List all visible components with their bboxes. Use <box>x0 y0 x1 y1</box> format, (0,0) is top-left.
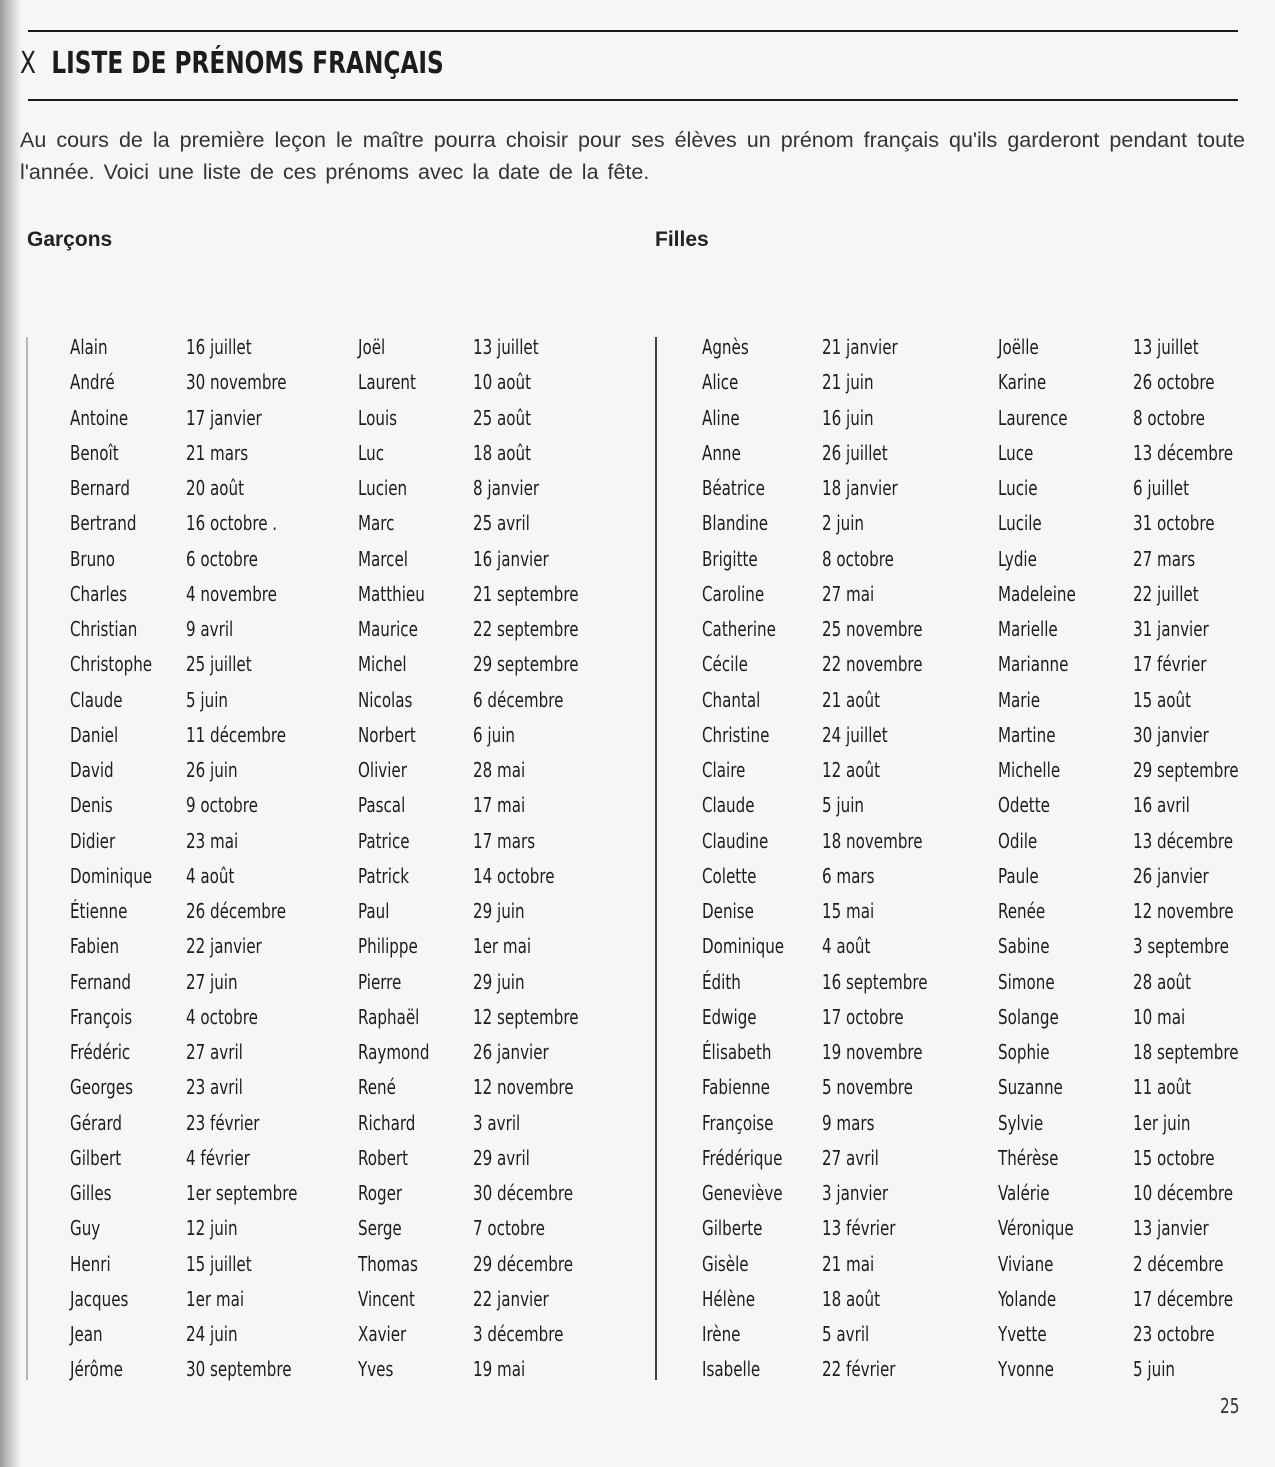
feast-date: 13 juillet <box>1133 335 1199 359</box>
feast-date: 23 octobre <box>1133 1322 1215 1346</box>
girl-name: Michelle <box>998 758 1061 782</box>
boy-name: René <box>358 1075 396 1100</box>
feast-date: 21 janvier <box>822 335 898 359</box>
boy-name: Michel <box>358 652 407 677</box>
boy-name: Bruno <box>70 546 115 571</box>
feast-date: 15 mai <box>822 899 875 923</box>
boy-name: Louis <box>358 405 398 430</box>
feast-date: 12 novembre <box>473 1075 574 1100</box>
boy-name: Vincent <box>358 1286 415 1311</box>
girl-name: Catherine <box>702 617 776 641</box>
boy-name: Georges <box>70 1075 133 1100</box>
feast-date: 4 août <box>186 863 235 888</box>
feast-date: 8 octobre <box>1133 405 1205 430</box>
feast-date: 18 novembre <box>822 828 923 853</box>
boy-name: Patrice <box>358 828 410 853</box>
feast-date: 1er mai <box>186 1286 245 1311</box>
girl-name: Joëlle <box>998 335 1039 359</box>
girl-name: Lucie <box>998 476 1038 500</box>
girl-name: Christine <box>702 722 770 747</box>
boy-name: Roger <box>358 1181 403 1205</box>
feast-date: 21 septembre <box>473 581 579 606</box>
feast-date: 3 janvier <box>822 1181 889 1205</box>
girl-name: Denise <box>702 899 754 923</box>
girl-name: Hélène <box>702 1286 756 1311</box>
girls-names-col2 <box>998 330 1091 1388</box>
girl-name: Élisabeth <box>702 1040 772 1064</box>
boy-name: André <box>70 370 115 395</box>
girl-name: Agnès <box>702 335 749 359</box>
boy-name: Patrick <box>358 863 410 888</box>
feast-date: 18 janvier <box>822 476 898 500</box>
girl-name: Édith <box>702 969 741 994</box>
feast-date: 21 août <box>822 687 881 712</box>
feast-date: 20 août <box>186 476 245 500</box>
feast-date: 16 juillet <box>186 335 252 359</box>
intro-paragraph: Au cours de la première leçon le maître pourra choisir pour ses élèves un prénom français qu'ils garderont pendant toute l'année. Voici une liste de ces prénoms avec la date de la fête. <box>20 128 1245 184</box>
boy-name: Christophe <box>70 652 153 677</box>
girl-name: Isabelle <box>702 1357 761 1382</box>
boy-name: Raphaël <box>358 1004 420 1029</box>
girl-name: Marie <box>998 687 1041 712</box>
boys-names-col1 <box>70 330 168 1388</box>
girl-name: Edwige <box>702 1004 757 1029</box>
boy-name: Richard <box>358 1110 416 1135</box>
girl-name: Karine <box>998 370 1047 395</box>
girl-name: Lydie <box>998 546 1037 571</box>
girl-name: Colette <box>702 863 757 888</box>
boy-name: Xavier <box>358 1322 407 1346</box>
feast-date: 17 mars <box>473 828 536 853</box>
feast-date: 15 octobre <box>1133 1145 1215 1170</box>
feast-date: 17 octobre <box>822 1004 904 1029</box>
girl-name: Odette <box>998 793 1050 818</box>
feast-date: 13 janvier <box>1133 1216 1209 1241</box>
boy-name: Marcel <box>358 546 408 571</box>
feast-date: 15 juillet <box>186 1251 252 1276</box>
feast-date: 30 janvier <box>1133 722 1209 747</box>
page-number: 25 <box>1220 1394 1240 1418</box>
girl-name: Suzanne <box>998 1075 1063 1100</box>
feast-date: 25 novembre <box>822 617 923 641</box>
boy-name: Frédéric <box>70 1040 131 1064</box>
feast-date: 18 août <box>822 1286 881 1311</box>
feast-date: 22 février <box>822 1357 896 1382</box>
feast-date: 27 avril <box>186 1040 243 1064</box>
feast-date: 30 septembre <box>186 1357 292 1382</box>
girl-name: Françoise <box>702 1110 774 1135</box>
boys-dates-col2 <box>473 330 599 1388</box>
column-divider <box>655 337 657 1380</box>
feast-date: 25 juillet <box>186 652 252 677</box>
boy-name: Alain <box>70 335 108 359</box>
feast-date: 25 avril <box>473 511 530 536</box>
feast-date: 6 juin <box>473 722 515 747</box>
feast-date: 16 octobre . <box>186 511 278 536</box>
girl-name: Martine <box>998 722 1056 747</box>
feast-date: 26 juillet <box>822 440 888 465</box>
feast-date: 24 juillet <box>822 722 888 747</box>
boy-name: Olivier <box>358 758 407 782</box>
boy-name: Pascal <box>358 793 406 818</box>
feast-date: 31 janvier <box>1133 617 1209 641</box>
girl-name: Lucile <box>998 511 1042 536</box>
feast-date: 28 août <box>1133 969 1192 994</box>
boy-name: Matthieu <box>358 581 425 606</box>
girl-name: Béatrice <box>702 476 765 500</box>
girls-dates-col1 <box>822 330 948 1388</box>
feast-date: 8 octobre <box>822 546 894 571</box>
girl-name: Marianne <box>998 652 1069 677</box>
feast-date: 18 août <box>473 440 532 465</box>
girl-name: Véronique <box>998 1216 1074 1241</box>
feast-date: 19 mai <box>473 1357 526 1382</box>
boy-name: Fabien <box>70 934 120 959</box>
feast-date: 6 juillet <box>1133 476 1190 500</box>
girl-name: Yvonne <box>998 1357 1054 1382</box>
boy-name: Daniel <box>70 722 119 747</box>
feast-date: 22 septembre <box>473 617 579 641</box>
girl-name: Caroline <box>702 581 765 606</box>
feast-date: 2 décembre <box>1133 1251 1224 1276</box>
page-gutter-shadow <box>0 0 22 1467</box>
section-heading <box>20 46 444 81</box>
feast-date: 23 avril <box>186 1075 243 1100</box>
boy-name: Robert <box>358 1145 409 1170</box>
girl-name: Thérèse <box>998 1145 1059 1170</box>
feast-date: 6 mars <box>822 863 875 888</box>
boy-name: Denis <box>70 793 113 818</box>
boy-name: David <box>70 758 114 782</box>
girl-name: Frédérique <box>702 1145 783 1170</box>
feast-date: 22 janvier <box>473 1286 549 1311</box>
feast-date: 12 septembre <box>473 1004 579 1029</box>
boy-name: Nicolas <box>358 687 413 712</box>
feast-date: 22 novembre <box>822 652 923 677</box>
feast-date: 5 avril <box>822 1322 870 1346</box>
feast-date: 22 janvier <box>186 934 262 959</box>
girl-name: Chantal <box>702 687 761 712</box>
section-number: X <box>20 46 36 81</box>
girl-name: Claudine <box>702 828 769 853</box>
girl-name: Irène <box>702 1322 741 1346</box>
feast-date: 4 octobre <box>186 1004 258 1029</box>
girl-name: Geneviève <box>702 1181 783 1205</box>
feast-date: 6 décembre <box>473 687 564 712</box>
girl-name: Simone <box>998 969 1055 994</box>
feast-date: 12 juin <box>186 1216 238 1241</box>
feast-date: 5 novembre <box>822 1075 913 1100</box>
feast-date: 6 octobre <box>186 546 258 571</box>
feast-date: 4 février <box>186 1145 250 1170</box>
feast-date: 30 novembre <box>186 370 287 395</box>
boy-name: Paul <box>358 899 390 923</box>
feast-date: 1er juin <box>1133 1110 1191 1135</box>
boys-names-col2 <box>358 330 443 1388</box>
feast-date: 15 août <box>1133 687 1192 712</box>
girl-name: Blandine <box>702 511 769 536</box>
feast-date: 3 décembre <box>473 1322 564 1346</box>
boy-name: Bertrand <box>70 511 137 536</box>
top-rule <box>28 30 1238 32</box>
girl-name: Cécile <box>702 652 748 677</box>
girl-name: Sophie <box>998 1040 1050 1064</box>
boy-name: Gilles <box>70 1181 112 1205</box>
girl-name: Fabienne <box>702 1075 770 1100</box>
boys-title: Garçons <box>27 228 113 251</box>
feast-date: 11 août <box>1133 1075 1192 1100</box>
feast-date: 29 septembre <box>1133 758 1239 782</box>
girl-name: Luce <box>998 440 1034 465</box>
feast-date: 26 janvier <box>1133 863 1209 888</box>
girls-names-col1 <box>702 330 800 1388</box>
feast-date: 28 mai <box>473 758 526 782</box>
feast-date: 9 mars <box>822 1110 875 1135</box>
feast-date: 1er septembre <box>186 1181 298 1205</box>
feast-date: 4 août <box>822 934 871 959</box>
girl-name: Viviane <box>998 1251 1054 1276</box>
boy-name: Gilbert <box>70 1145 122 1170</box>
section-title: LISTE DE PRÉNOMS FRANÇAIS <box>51 46 444 81</box>
feast-date: 29 décembre <box>473 1251 574 1276</box>
boy-name: Luc <box>358 440 385 465</box>
feast-date: 4 novembre <box>186 581 277 606</box>
feast-date: 13 décembre <box>1133 440 1234 465</box>
boy-name: Lucien <box>358 476 408 500</box>
girl-name: Claude <box>702 793 755 818</box>
feast-date: 25 août <box>473 405 532 430</box>
girl-name: Laurence <box>998 405 1068 430</box>
boy-name: Bernard <box>70 476 130 500</box>
girl-name: Yvette <box>998 1322 1047 1346</box>
feast-date: 13 février <box>822 1216 896 1241</box>
girl-name: Marielle <box>998 617 1058 641</box>
boy-name: Norbert <box>358 722 416 747</box>
feast-date: 22 juillet <box>1133 581 1199 606</box>
feast-date: 17 décembre <box>1133 1286 1234 1311</box>
feast-date: 31 octobre <box>1133 511 1215 536</box>
boy-name: Fernand <box>70 969 132 994</box>
boy-name: Marc <box>358 511 395 536</box>
feast-date: 9 avril <box>186 617 234 641</box>
boys-column-rule <box>26 337 28 1380</box>
feast-date: 10 décembre <box>1133 1181 1234 1205</box>
boy-name: François <box>70 1004 133 1029</box>
feast-date: 5 juin <box>1133 1357 1175 1382</box>
feast-date: 17 janvier <box>186 405 262 430</box>
boy-name: Charles <box>70 581 127 606</box>
feast-date: 21 mai <box>822 1251 875 1276</box>
feast-date: 16 avril <box>1133 793 1190 818</box>
girl-name: Sylvie <box>998 1110 1044 1135</box>
boy-name: Thomas <box>358 1251 418 1276</box>
feast-date: 18 septembre <box>1133 1040 1239 1064</box>
feast-date: 29 septembre <box>473 652 579 677</box>
feast-date: 5 juin <box>822 793 864 818</box>
boy-name: Pierre <box>358 969 402 994</box>
girl-name: Paule <box>998 863 1039 888</box>
feast-date: 13 décembre <box>1133 828 1234 853</box>
boy-name: Dominique <box>70 863 153 888</box>
boy-name: Christian <box>70 617 138 641</box>
feast-date: 17 mai <box>473 793 526 818</box>
feast-date: 11 décembre <box>186 722 287 747</box>
feast-date: 27 juin <box>186 969 238 994</box>
boy-name: Joël <box>358 335 386 359</box>
feast-date: 21 juin <box>822 370 874 395</box>
feast-date: 10 août <box>473 370 532 395</box>
boy-name: Henri <box>70 1251 111 1276</box>
heading-rule <box>28 99 1238 101</box>
boy-name: Jacques <box>70 1286 129 1311</box>
feast-date: 8 janvier <box>473 476 540 500</box>
girl-name: Odile <box>998 828 1038 853</box>
feast-date: 3 septembre <box>1133 934 1229 959</box>
feast-date: 12 août <box>822 758 881 782</box>
boy-name: Gérard <box>70 1110 123 1135</box>
feast-date: 10 mai <box>1133 1004 1186 1029</box>
feast-date: 1er mai <box>473 934 532 959</box>
boy-name: Antoine <box>70 405 129 430</box>
girl-name: Yolande <box>998 1286 1057 1311</box>
boy-name: Raymond <box>358 1040 430 1064</box>
boy-name: Benoît <box>70 440 119 465</box>
feast-date: 29 juin <box>473 969 525 994</box>
feast-date: 26 décembre <box>186 899 287 923</box>
feast-date: 17 février <box>1133 652 1207 677</box>
boy-name: Jean <box>70 1322 103 1346</box>
girl-name: Renée <box>998 899 1046 923</box>
feast-date: 26 juin <box>186 758 238 782</box>
feast-date: 27 avril <box>822 1145 879 1170</box>
girl-name: Anne <box>702 440 741 465</box>
girl-name: Solange <box>998 1004 1059 1029</box>
feast-date: 23 février <box>186 1110 260 1135</box>
boy-name: Maurice <box>358 617 418 641</box>
feast-date: 27 mai <box>822 581 875 606</box>
boy-name: Étienne <box>70 899 128 923</box>
girl-name: Dominique <box>702 934 785 959</box>
girl-name: Alice <box>702 370 739 395</box>
feast-date: 29 avril <box>473 1145 530 1170</box>
feast-date: 12 novembre <box>1133 899 1234 923</box>
feast-date: 26 octobre <box>1133 370 1215 395</box>
boy-name: Serge <box>358 1216 402 1241</box>
feast-date: 13 juillet <box>473 335 539 359</box>
feast-date: 19 novembre <box>822 1040 923 1064</box>
feast-date: 16 juin <box>822 405 874 430</box>
girl-name: Gisèle <box>702 1251 749 1276</box>
feast-date: 5 juin <box>186 687 228 712</box>
girl-name: Aline <box>702 405 740 430</box>
feast-date: 29 juin <box>473 899 525 923</box>
feast-date: 30 décembre <box>473 1181 574 1205</box>
girls-dates-col2 <box>1133 330 1259 1388</box>
feast-date: 16 janvier <box>473 546 549 571</box>
girls-title: Filles <box>655 228 709 251</box>
girl-name: Claire <box>702 758 746 782</box>
boy-name: Laurent <box>358 370 416 395</box>
girl-name: Valérie <box>998 1181 1050 1205</box>
boys-dates-col1 <box>186 330 319 1388</box>
feast-date: 16 septembre <box>822 969 928 994</box>
boy-name: Philippe <box>358 934 418 959</box>
boy-name: Guy <box>70 1216 101 1241</box>
boy-name: Didier <box>70 828 116 853</box>
girl-name: Brigitte <box>702 546 758 571</box>
feast-date: 3 avril <box>473 1110 521 1135</box>
feast-date: 14 octobre <box>473 863 555 888</box>
feast-date: 7 octobre <box>473 1216 545 1241</box>
boy-name: Yves <box>358 1357 394 1382</box>
feast-date: 9 octobre <box>186 793 258 818</box>
girl-name: Gilberte <box>702 1216 763 1241</box>
feast-date: 21 mars <box>186 440 249 465</box>
boy-name: Claude <box>70 687 123 712</box>
feast-date: 2 juin <box>822 511 864 536</box>
boy-name: Jérôme <box>70 1357 123 1382</box>
feast-date: 27 mars <box>1133 546 1196 571</box>
feast-date: 23 mai <box>186 828 239 853</box>
girl-name: Sabine <box>998 934 1050 959</box>
feast-date: 24 juin <box>186 1322 238 1346</box>
feast-date: 26 janvier <box>473 1040 549 1064</box>
girl-name: Madeleine <box>998 581 1076 606</box>
